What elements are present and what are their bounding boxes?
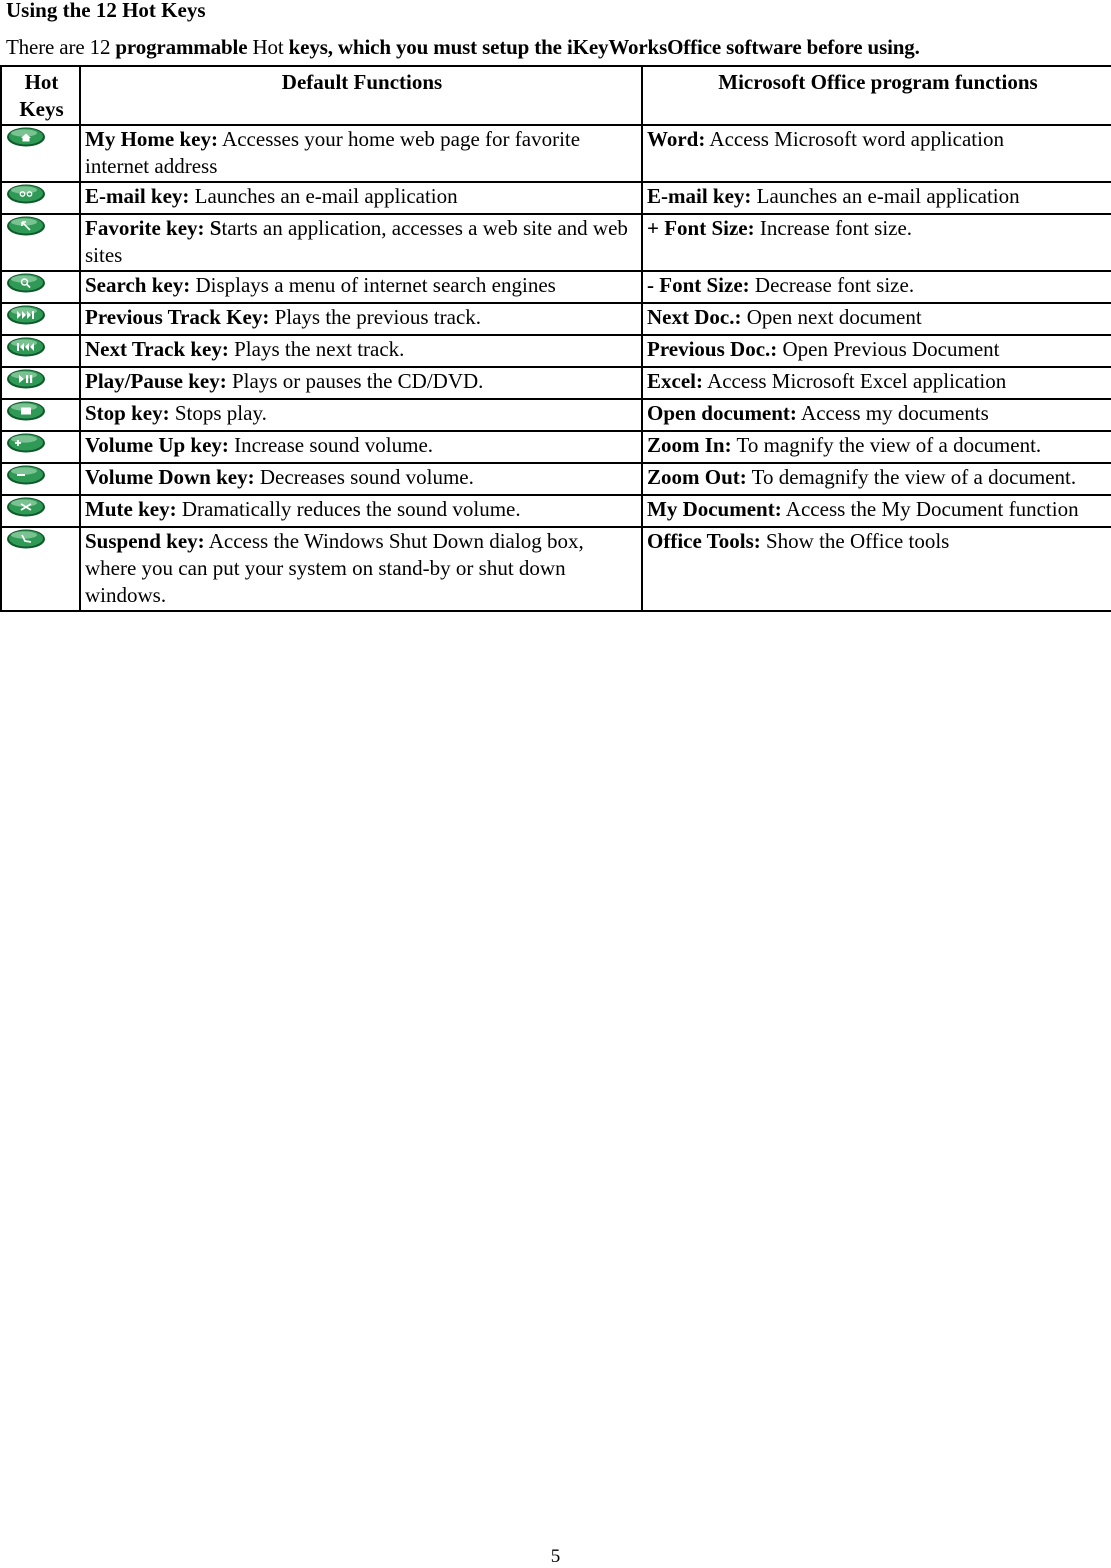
play-pause-key-icon	[6, 368, 46, 390]
table-row	[1, 335, 1111, 367]
default-function-cell	[80, 303, 642, 335]
hot-key-cell	[1, 527, 80, 611]
office-function-description: Access Microsoft Excel application	[702, 369, 1007, 393]
office-function-name: Word:	[647, 127, 706, 151]
table-row	[1, 463, 1111, 495]
default-function-cell	[80, 463, 642, 495]
hot-keys-table	[0, 65, 1111, 612]
table-row	[1, 125, 1111, 182]
default-function-name: E-mail key:	[85, 184, 190, 208]
default-function-description: Plays the next track.	[228, 337, 405, 361]
office-function-name: - Font Size:	[647, 273, 750, 297]
page-number: 5	[550, 1546, 561, 1567]
office-function-cell	[642, 214, 1111, 271]
office-function-description: Access my documents	[796, 401, 989, 425]
intro-text-4: keys, which you must setup the iKeyWorksOffice software before using.	[288, 35, 920, 59]
office-function-cell	[642, 335, 1111, 367]
office-function-cell	[642, 271, 1111, 303]
hot-key-cell	[1, 431, 80, 463]
office-function-name: Open document:	[647, 401, 797, 425]
office-function-cell	[642, 495, 1111, 527]
search-key-icon	[6, 272, 46, 294]
volume-down-key-icon	[6, 464, 46, 486]
office-function-name: Zoom In:	[647, 433, 732, 457]
default-function-name: My Home key:	[85, 127, 218, 151]
office-function-cell	[642, 182, 1111, 214]
table-row	[1, 182, 1111, 214]
default-function-name: Mute key:	[85, 497, 177, 521]
default-function-description: Plays the previous track.	[269, 305, 482, 329]
office-function-description: Access the My Document function	[781, 497, 1079, 521]
next-track-key-icon	[6, 336, 46, 358]
default-function-cell	[80, 335, 642, 367]
office-function-cell	[642, 125, 1111, 182]
default-function-name: Next Track key:	[85, 337, 229, 361]
office-function-name: E-mail key:	[647, 184, 752, 208]
default-function-cell	[80, 214, 642, 271]
office-function-cell	[642, 431, 1111, 463]
table-row	[1, 271, 1111, 303]
hot-key-cell	[1, 214, 80, 271]
default-function-description: Plays or pauses the CD/DVD.	[226, 369, 484, 393]
intro-text-3: Hot	[247, 35, 289, 59]
office-function-cell	[642, 303, 1111, 335]
page-heading: Using the 12 Hot Keys	[6, 0, 206, 22]
table-header-row	[1, 66, 1111, 125]
hot-key-cell	[1, 303, 80, 335]
hot-key-cell	[1, 335, 80, 367]
table-row	[1, 495, 1111, 527]
header-office-functions: Microsoft Office program functions	[642, 66, 1111, 125]
table-row	[1, 431, 1111, 463]
office-function-name: Office Tools:	[647, 529, 761, 553]
hot-key-cell	[1, 271, 80, 303]
table-row	[1, 214, 1111, 271]
favorite-key-icon	[6, 215, 46, 237]
email-key-icon	[6, 183, 46, 205]
table-row	[1, 303, 1111, 335]
table-row	[1, 527, 1111, 611]
office-function-cell	[642, 463, 1111, 495]
default-function-cell	[80, 125, 642, 182]
default-function-description: Displays a menu of internet search engines	[190, 273, 556, 297]
default-function-cell	[80, 527, 642, 611]
office-function-name: Zoom Out:	[647, 465, 747, 489]
office-function-cell	[642, 527, 1111, 611]
header-hot-keys-line1: Hot	[24, 70, 59, 94]
office-function-description: To magnify the view of a document.	[731, 433, 1042, 457]
volume-up-key-icon	[6, 432, 46, 454]
suspend-key-icon	[6, 528, 46, 550]
office-function-description: Show the Office tools	[760, 529, 950, 553]
header-default-functions: Default Functions	[80, 66, 642, 125]
default-function-name: Play/Pause key:	[85, 369, 227, 393]
default-function-name: Volume Down key:	[85, 465, 255, 489]
table-row	[1, 399, 1111, 431]
default-function-cell	[80, 431, 642, 463]
default-function-cell	[80, 271, 642, 303]
office-function-name: My Document:	[647, 497, 782, 521]
office-function-description: Decrease font size.	[749, 273, 915, 297]
default-function-cell	[80, 399, 642, 431]
hot-key-cell	[1, 182, 80, 214]
default-function-name: Favorite key: S	[85, 216, 222, 240]
office-function-description: Launches an e-mail application	[751, 184, 1020, 208]
default-function-cell	[80, 495, 642, 527]
mute-key-icon	[6, 496, 46, 518]
office-function-name: Next Doc.:	[647, 305, 742, 329]
default-function-description: Increase sound volume.	[228, 433, 434, 457]
hot-key-cell	[1, 463, 80, 495]
default-function-description: Access the Windows Shut Down dialog box, where you can put your system on stand-by or shut down windows.	[85, 529, 584, 607]
intro-text-2: programmable	[115, 35, 248, 59]
default-function-name: Suspend key:	[85, 529, 205, 553]
default-function-name: Search key:	[85, 273, 191, 297]
office-function-description: Open next document	[741, 305, 922, 329]
office-function-description: Increase font size.	[754, 216, 913, 240]
default-function-description: Stops play.	[169, 401, 267, 425]
hot-key-cell	[1, 367, 80, 399]
intro-text-1: There are 12	[6, 35, 116, 59]
office-function-cell	[642, 399, 1111, 431]
office-function-cell	[642, 367, 1111, 399]
previous-track-key-icon	[6, 304, 46, 326]
default-function-name: Stop key:	[85, 401, 170, 425]
default-function-description: Decreases sound volume.	[254, 465, 474, 489]
default-function-description: Launches an e-mail application	[189, 184, 458, 208]
office-function-name: + Font Size:	[647, 216, 755, 240]
hot-key-cell	[1, 399, 80, 431]
default-function-description: Dramatically reduces the sound volume.	[176, 497, 521, 521]
default-function-description: tarts an application, accesses a web site and web sites	[85, 216, 628, 267]
office-function-description: To demagnify the view of a document.	[746, 465, 1077, 489]
intro-paragraph	[6, 35, 920, 59]
office-function-description: Open Previous Document	[777, 337, 1000, 361]
office-function-description: Access Microsoft word application	[705, 127, 1004, 151]
hot-key-cell	[1, 495, 80, 527]
table-row	[1, 367, 1111, 399]
default-function-cell	[80, 182, 642, 214]
header-hot-keys-line2: Keys	[19, 97, 64, 121]
default-function-cell	[80, 367, 642, 399]
default-function-description: Accesses your home web page for favorite internet address	[85, 127, 581, 178]
header-hot-keys	[1, 66, 80, 125]
hot-key-cell	[1, 125, 80, 182]
default-function-name: Previous Track Key:	[85, 305, 270, 329]
stop-key-icon	[6, 400, 46, 422]
office-function-name: Excel:	[647, 369, 703, 393]
default-function-name: Volume Up key:	[85, 433, 229, 457]
home-key-icon	[6, 126, 46, 148]
office-function-name: Previous Doc.:	[647, 337, 778, 361]
